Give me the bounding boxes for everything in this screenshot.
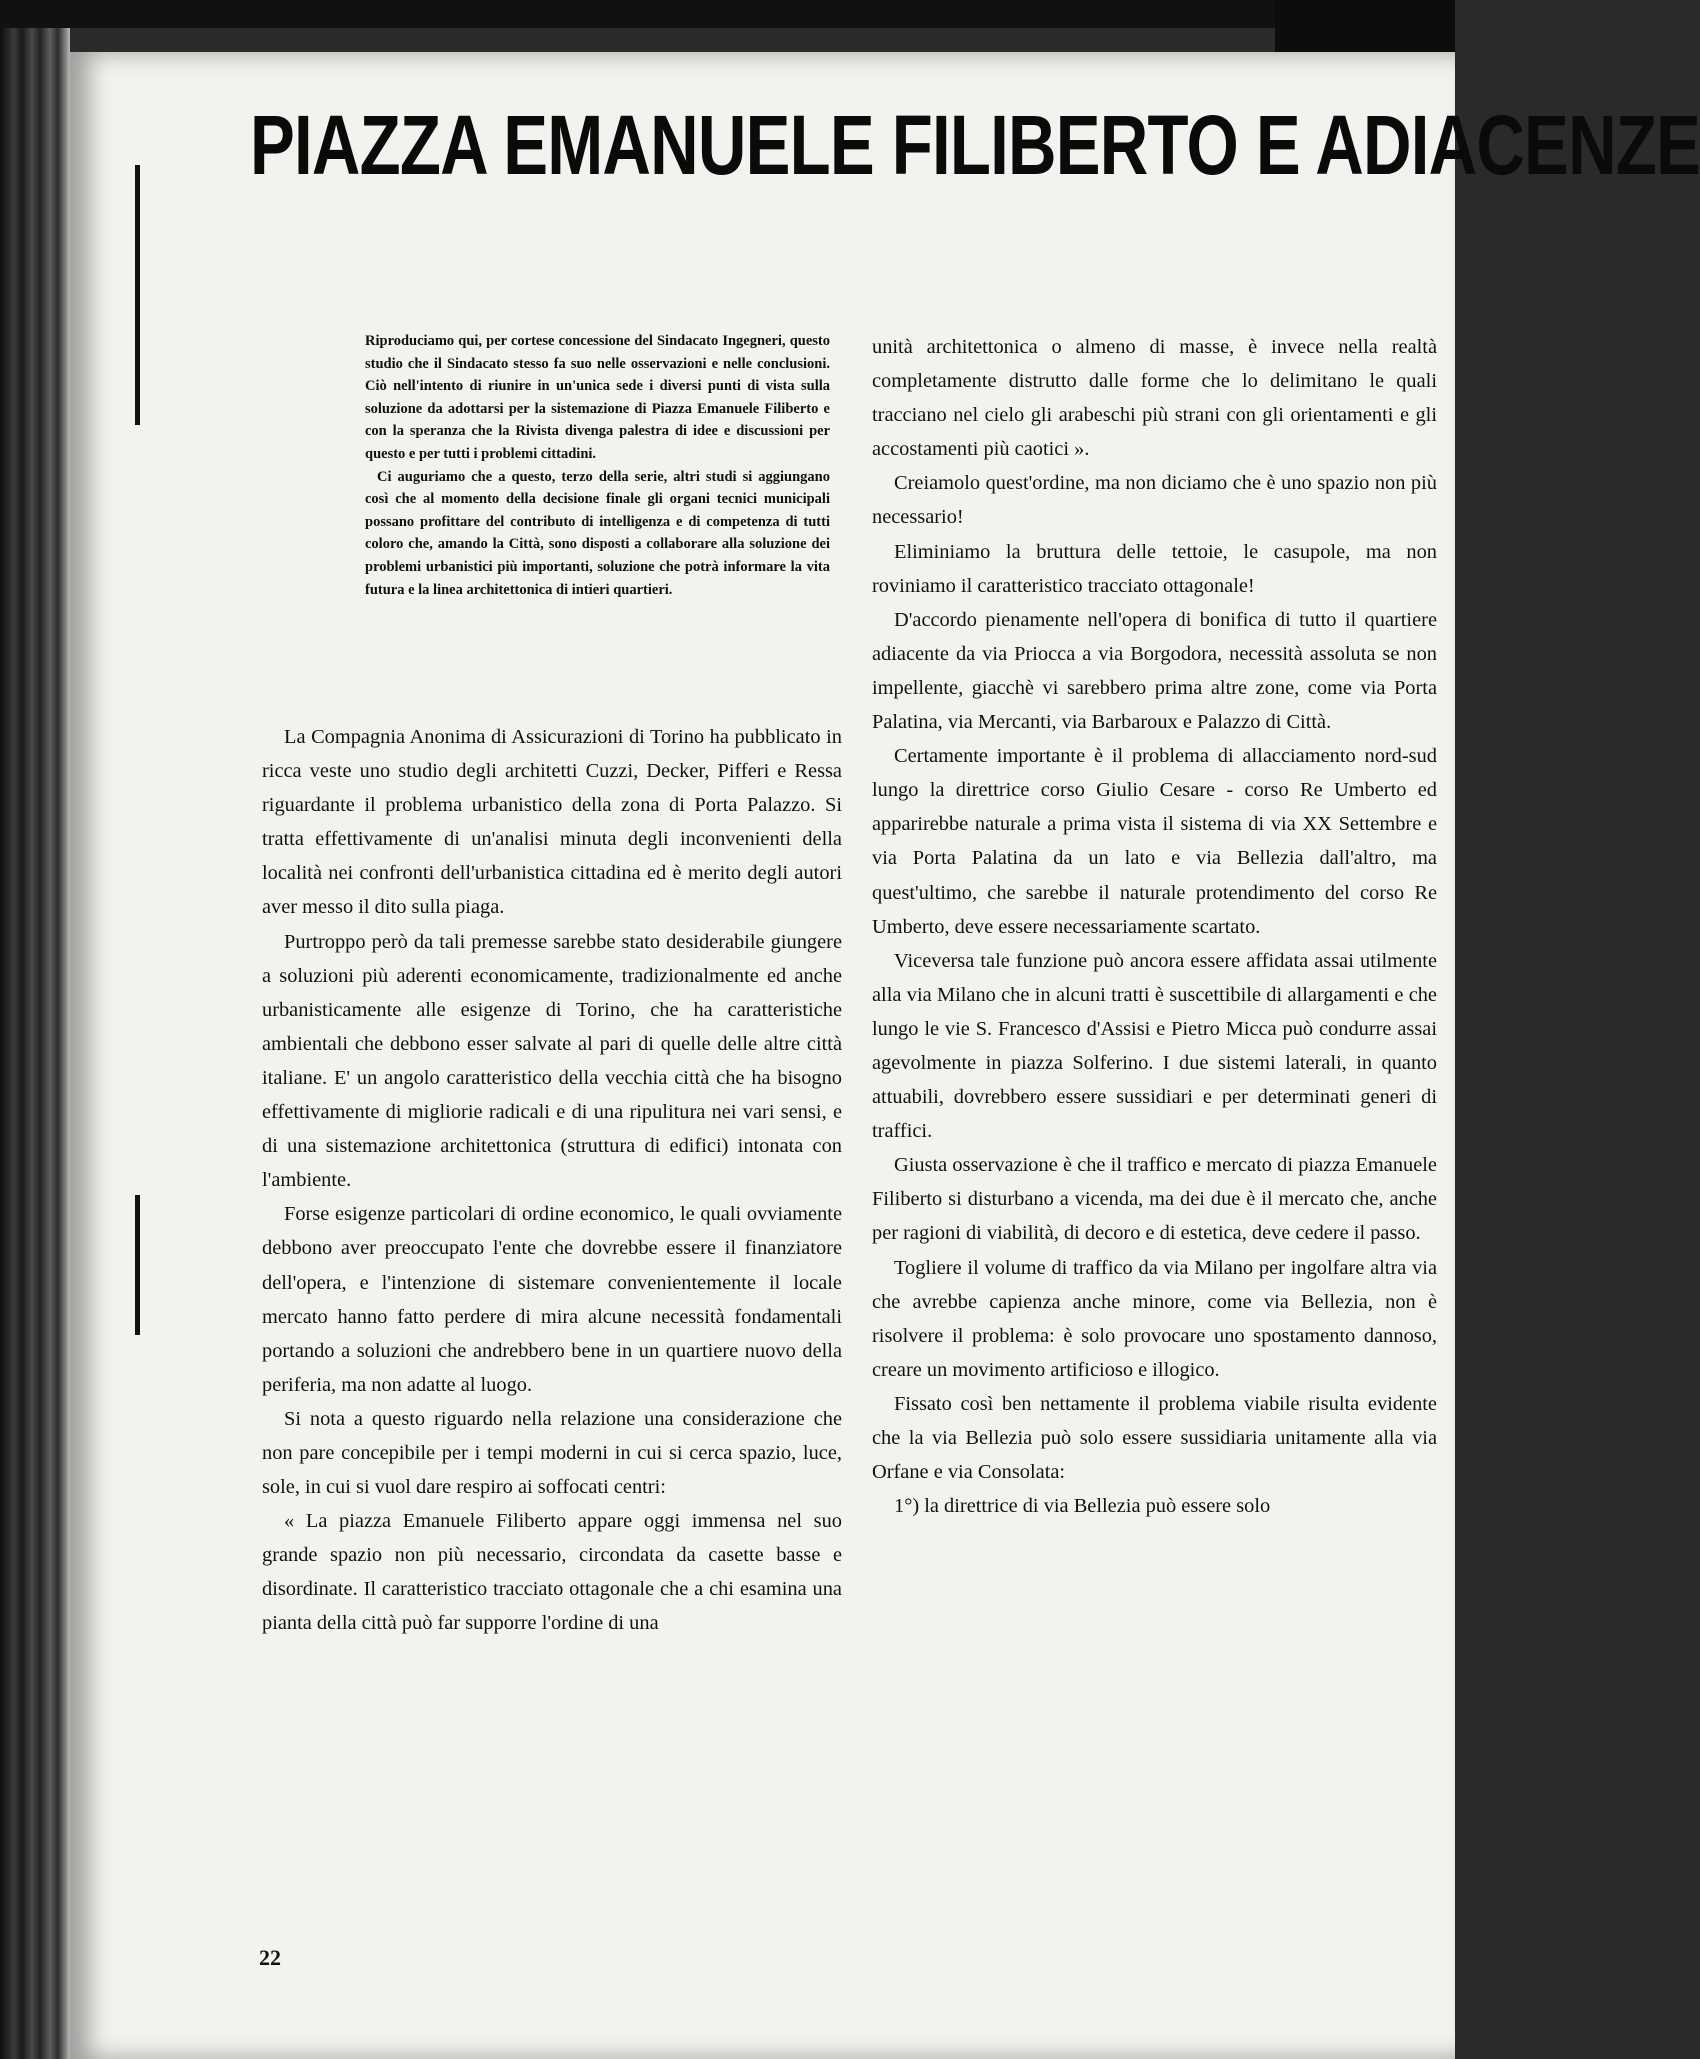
paragraph: Creiamolo quest'ordine, ma non diciamo che è uno spazio non più necessario! [872,472,1437,529]
intro-paragraph: Riproduciamo qui, per cortese concessione del Sindacato Ingegneri, questo studio che il Sindacato stesso fa suo nelle osservazioni e nelle conclusioni. Ciò nell'intento di riunire in un'unica sede i diversi punti di vista sulla soluzione da adottarsi per la sistemazione di Piazza Emanuele Filiberto e con la speranza che la Rivista divenga palestra di idee e discussioni per questo e per tutti i problemi cittadini. [365,333,830,462]
scan-top-border [0,0,1455,28]
intro-paragraph: Ci auguriamo che a questo, terzo della serie, altri studi si aggiungano così che al momento della decisione finale gli organi tecnici municipali possano profittare del contributo di intelligenza e di competenza di tutti coloro che, amando la Città, sono disposti a collaborare alla soluzione dei problemi urbanistici più importanti, soluzione che potrà informare la vita futura e la linea architettonica di intieri quartieri. [365,468,830,598]
paragraph: Fissato così ben nettamente il problema viabile risulta evidente che la via Bellezia può solo essere sussidiaria unitamente alla via Orfane e via Consolata: [872,1392,1437,1484]
paragraph: Si nota a questo riguardo nella relazione una considerazione che non pare concepibile per i tempi moderni in cui si cerca spazio, luce, sole, in cui si vuol dare respiro ai soffocati centri: [262,1407,842,1499]
paragraph: D'accordo pienamente nell'opera di bonifica di tutto il quartiere adiacente da via Priocca a via Borgodora, necessità assoluta se non impellente, giacchè vi sarebbero prima altre zone, come via Porta Palatina, via Mercanti, via Barbaroux e Palazzo di Città. [872,608,1437,734]
article-column-left [262,720,842,1641]
paragraph: Purtroppo però da tali premesse sarebbe stato desiderabile giungere a soluzioni più aderenti economicamente, tradizionalmente ed anche urbanisticamente alle esigenze di Torino, che ha caratteristiche ambientali che debbono esser salvate al pari di quelle delle altre città italiane. E' un angolo caratteristico della vecchia città che ha bisogno effettivamente di migliorie radicali e di una ripulitura nei vari sensi, e di una sistemazione architettonica (struttura di edifici) intonata con l'ambiente. [262,930,842,1192]
paragraph: Eliminiamo la bruttura delle tettoie, le casupole, ma non roviniamo il caratteristico tracciato ottagonale! [872,540,1437,597]
paragraph: Forse esigenze particolari di ordine economico, le quali ovviamente debbono aver preoccupato l'ente che dovrebbe essere il finanziatore dell'opera, e l'intenzione di sistemare convenientemente il locale mercato hanno fatto perdere di mira alcune necessità fondamentali portando a soluzioni che andrebbero bene in un quartiere nuovo della periferia, ma non adatte al luogo. [262,1203,842,1396]
page-number: 22 [259,1945,281,1970]
paragraph: La Compagnia Anonima di Assicurazioni di Torino ha pubblicato in ricca veste uno studio degli architetti Cuzzi, Decker, Pifferi e Ressa riguardante il problema urbanistico della zona di Porta Palazzo. Si tratta effettivamente di un'analisi minuta degli inconvenienti della località nei confronti dell'urbanistica cittadina ed è merito degli autori aver messo il dito sulla piaga. [262,726,842,919]
margin-rule [135,1195,140,1335]
page-title: PIAZZA EMANUELE FILIBERTO E ADIACENZE [250,98,1700,192]
margin-rule [135,165,140,425]
paragraph: 1°) la direttrice di via Bellezia può essere solo [894,1495,1271,1518]
book-spine [0,28,70,2059]
paragraph: Togliere il volume di traffico da via Milano per ingolfare altra via che avrebbe capienza anche minore, come via Bellezia, non è risolvere il problema: è solo provocare uno spostamento dannoso, creare un movimento artificioso e illogico. [872,1256,1437,1381]
paragraph: unità architettonica o almeno di masse, è invece nella realtà completamente distrutto dalle forme che lo delimitano le quali tracciano nel cielo gli arabeschi più strani con gli orientamenti e gli accostamenti più caotici ». [872,336,1437,461]
paragraph: Giusta osservazione è che il traffico e mercato di piazza Emanuele Filiberto si disturbano a vicenda, ma dei due è il mercato che, anche per ragioni di viabilità, di decoro e di estetica, deve cedere il passo. [872,1154,1437,1245]
article-column-right [872,330,1437,1523]
paragraph: « La piazza Emanuele Filiberto appare oggi immensa nel suo grande spazio non più necessario, circondata da casette basse e disordinate. Il caratteristico tracciato ottagonale che a chi esamina una pianta della città può far supporre l'ordine di una [262,1510,842,1635]
editorial-intro [365,330,830,601]
paragraph: Viceversa tale funzione può ancora essere affidata assai utilmente alla via Milano che in alcuni tratti è suscettibile di allargamenti e che lungo le vie S. Francesco d'Assisi e Pietro Micca può condurre assai agevolmente in piazza Solferino. I due sistemi laterali, in quanto attuabili, dovrebbero essere sussidiari e per determinati generi di traffici. [872,949,1437,1143]
paragraph: Certamente importante è il problema di allacciamento nord-sud lungo la direttrice corso Giulio Cesare - corso Re Umberto ed apparirebbe naturale a prima vista il sistema di via XX Settembre e via Porta Palatina da un lato e via Bellezia dall'altro, ma quest'ultimo, che sarebbe il naturale protendimento del corso Re Umberto, deve essere necessariamente scartato. [872,745,1437,938]
